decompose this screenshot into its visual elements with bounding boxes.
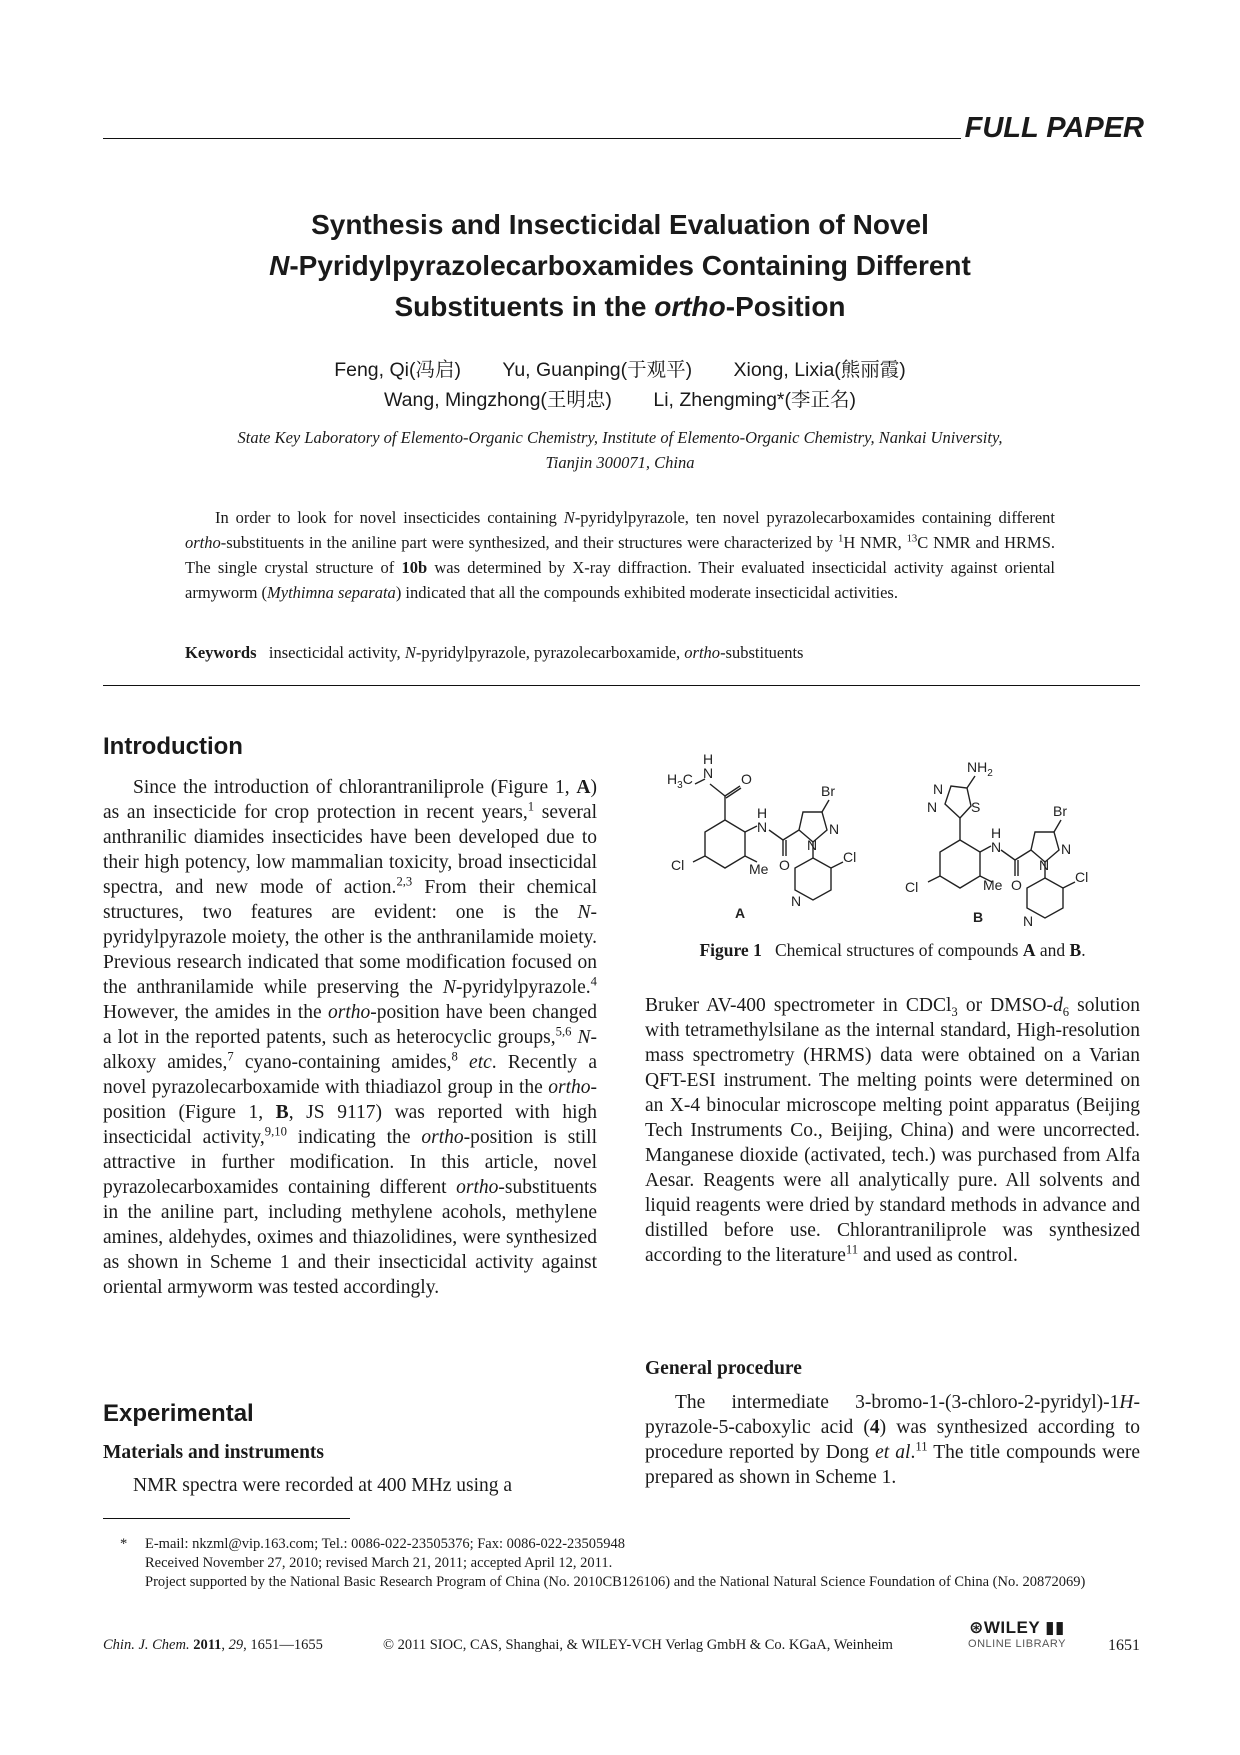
author: Yu, Guanping(于观平) [502, 359, 693, 381]
section-label: FULL PAPER [964, 112, 1144, 144]
label-br: Br [1053, 803, 1067, 819]
author: Xiong, Lixia(熊丽霞) [733, 359, 906, 381]
experimental-heading: Experimental [103, 1400, 254, 1427]
label-o: O [741, 771, 752, 787]
label-n: N [933, 781, 944, 797]
label-n: N [757, 819, 768, 835]
general-procedure-heading: General procedure [645, 1358, 802, 1379]
general-procedure-paragraph: The intermediate 3-bromo-1-(3-chloro-2-pyridyl)-1H-pyrazole-5-caboxylic acid (4) was synthesized according to procedure reported by Dong et al.$^{11}$ The title compounds were prepared as shown in Scheme 1. [645, 1392, 1141, 1488]
compound-a-label: A [735, 905, 746, 921]
figure-1-caption: Figure 1 Chemical structures of compounds A and B. [699, 940, 1086, 960]
label-n: N [1061, 841, 1072, 857]
footnote-star: * [120, 1536, 128, 1552]
title-line-3: Substituents in the ortho-Position [394, 291, 846, 322]
label-o: O [779, 857, 790, 873]
label-h: H [991, 825, 1002, 841]
paper-title [160, 204, 1080, 327]
footnote-funding: Project supported by the National Basic Research Program of China (No. 2010CB126106) and the National Natural Science Foundation of China (No. 20872069) [145, 1574, 1086, 1590]
footnote-email: E-mail: nkzml@vip.163.com; Tel.: 0086-022-23505376; Fax: 0086-022-23505948 [145, 1536, 626, 1552]
abstract-rule [103, 685, 1140, 686]
affiliation: State Key Laboratory of Elemento-Organic Chemistry, Institute of Elemento-Organic Chemistry, Nankai University, Tianjin 300071, China [237, 428, 1003, 472]
label-n: N [807, 837, 818, 853]
label-cl: Cl [671, 857, 685, 873]
compound-b-label: B [973, 909, 984, 925]
materials-paragraph-start: NMR spectra were recorded at 400 MHz using a [133, 1475, 513, 1496]
keywords: Keywords insecticidal activity, N-pyridylpyrazole, pyrazolecarboxamide, ortho-substituents [185, 643, 804, 662]
introduction-heading: Introduction [103, 733, 243, 760]
label-n: N [829, 821, 840, 837]
journal-citation: Chin. J. Chem. 2011, 29, 1651—1655 [103, 1637, 323, 1653]
label-h3c: $H_3C$ [667, 771, 693, 791]
label-n: N [927, 799, 938, 815]
compound-b-structure [928, 776, 1075, 918]
title-line-2: N-Pyridylpyrazolecarboxamides Containing Different [269, 250, 971, 281]
label-cl: Cl [843, 849, 857, 865]
title-line-1: Synthesis and Insecticidal Evaluation of Novel [311, 209, 929, 240]
label-n: N [703, 765, 714, 781]
author-row-2 [160, 385, 1080, 415]
author: Feng, Qi(冯启) [334, 359, 461, 381]
label-h: H [703, 751, 714, 767]
library-icon: ▮▮ [1039, 1618, 1065, 1637]
label-o: O [1011, 877, 1022, 893]
label-h: H [757, 805, 768, 821]
label-cl: Cl [1075, 869, 1089, 885]
materials-heading: Materials and instruments [103, 1442, 324, 1463]
keywords-label: Keywords [185, 643, 257, 662]
label-nh2: $NH_2$ [967, 759, 993, 779]
copyright-notice: © 2011 SIOC, CAS, Shanghai, & WILEY-VCH Verlag GmbH & Co. KGaA, Weinheim [383, 1637, 893, 1653]
author-list [160, 355, 1080, 415]
label-n: N [991, 839, 1002, 855]
label-me: Me [749, 861, 769, 877]
label-s: S [971, 799, 981, 815]
label-br: Br [821, 783, 835, 799]
author-row-1 [160, 355, 1080, 385]
introduction-paragraph: Since the introduction of chlorantraniliprole (Figure 1, A) as an insecticide for crop protection in recent years,$^1$ several anthranilic diamides insecticides have been developed due to their high potency, low mammalian toxicity, broad insecticidal spectra, and new mode of action.$^{2,3}$ From their chemical structures, two features are evident: one is the N-pyridylpyrazole moiety, the other is the anthranilamide moiety. Previous research indicated that some modification focused on the anthranilamide while preserving the N-pyridylpyrazole.$^4$ However, the amides in the ortho-position have been changed a lot in the reported patents, such as heterocyclic groups,$^{5,6}$ N-alkoxy amides,$^7$ cyano-containing amides,$^8$ etc. Recently a novel pyrazolecarboxamide with thiadiazol group in the ortho-position (Figure 1, B, JS 9117) was reported with high insecticidal activity,$^{9,10}$ indicating the ortho-position is still attractive in further modification. In this article, novel pyrazolecarboxamides containing different ortho-substituents in the aniline part, including methylene acohols, methylene amines, aldehydes, oximes and thiazolidines, were synthesized as shown in Scheme 1 and their insecticidal activity against oriental armyworm was tested accordingly. [103, 777, 597, 1298]
abstract: In order to look for novel insecticides containing N-pyridylpyrazole, ten novel pyrazolecarboxamides containing different ortho-substituents in the aniline part were synthesized, and their structures were characterized by $^1$H NMR, $^{13}$C NMR and HRMS. The single crystal structure of 10b was determined by X-ray diffraction. Their evaluated insecticidal activity against oriental armyworm (Mythimna separata) indicated that all the compounds exhibited moderate insecticidal activities. [185, 508, 1055, 602]
author: Wang, Mingzhong(王明忠) [383, 389, 612, 411]
footnote-received: Received November 27, 2010; revised March 21, 2011; accepted April 12, 2011. [145, 1555, 613, 1571]
author: Li, Zhengming*(李正名) [653, 389, 856, 411]
wiley-icon: ⊛ [969, 1618, 984, 1637]
label-cl: Cl [905, 879, 919, 895]
label-me: Me [983, 877, 1003, 893]
footnote [120, 1535, 1140, 1592]
label-n: N [1023, 913, 1034, 929]
page-number: 1651 [1108, 1637, 1140, 1654]
header-rule [103, 138, 961, 139]
wiley-logo: ⊛WILEY ▮▮ ONLINE LIBRARY [968, 1618, 1066, 1650]
materials-paragraph-continued: Bruker AV-400 spectrometer in CDCl$_3$ or DMSO-$d_6$ solution with tetramethylsilane as the internal standard, High-resolution mass spectrometry (HRMS) data were obtained on a Varian QFT-ESI instrument. The melting points were determined on an X-4 binocular microscope melting point apparatus (Beijing Tech Instruments Co., Beijing, China) and were uncorrected. Manganese dioxide (activated, tech.) was purchased from Alfa Aesar. Reagents were all analytically pure. All solvents and liquid reagents were dried by standard methods in advance and distilled before use. Chlorantraniliprole was synthesized according to the literature$^{11}$ and used as control. [645, 995, 1141, 1266]
footnote-rule [103, 1518, 350, 1519]
figure-1-structures [645, 750, 1140, 930]
label-n: N [791, 893, 802, 909]
label-n: N [1039, 857, 1050, 873]
